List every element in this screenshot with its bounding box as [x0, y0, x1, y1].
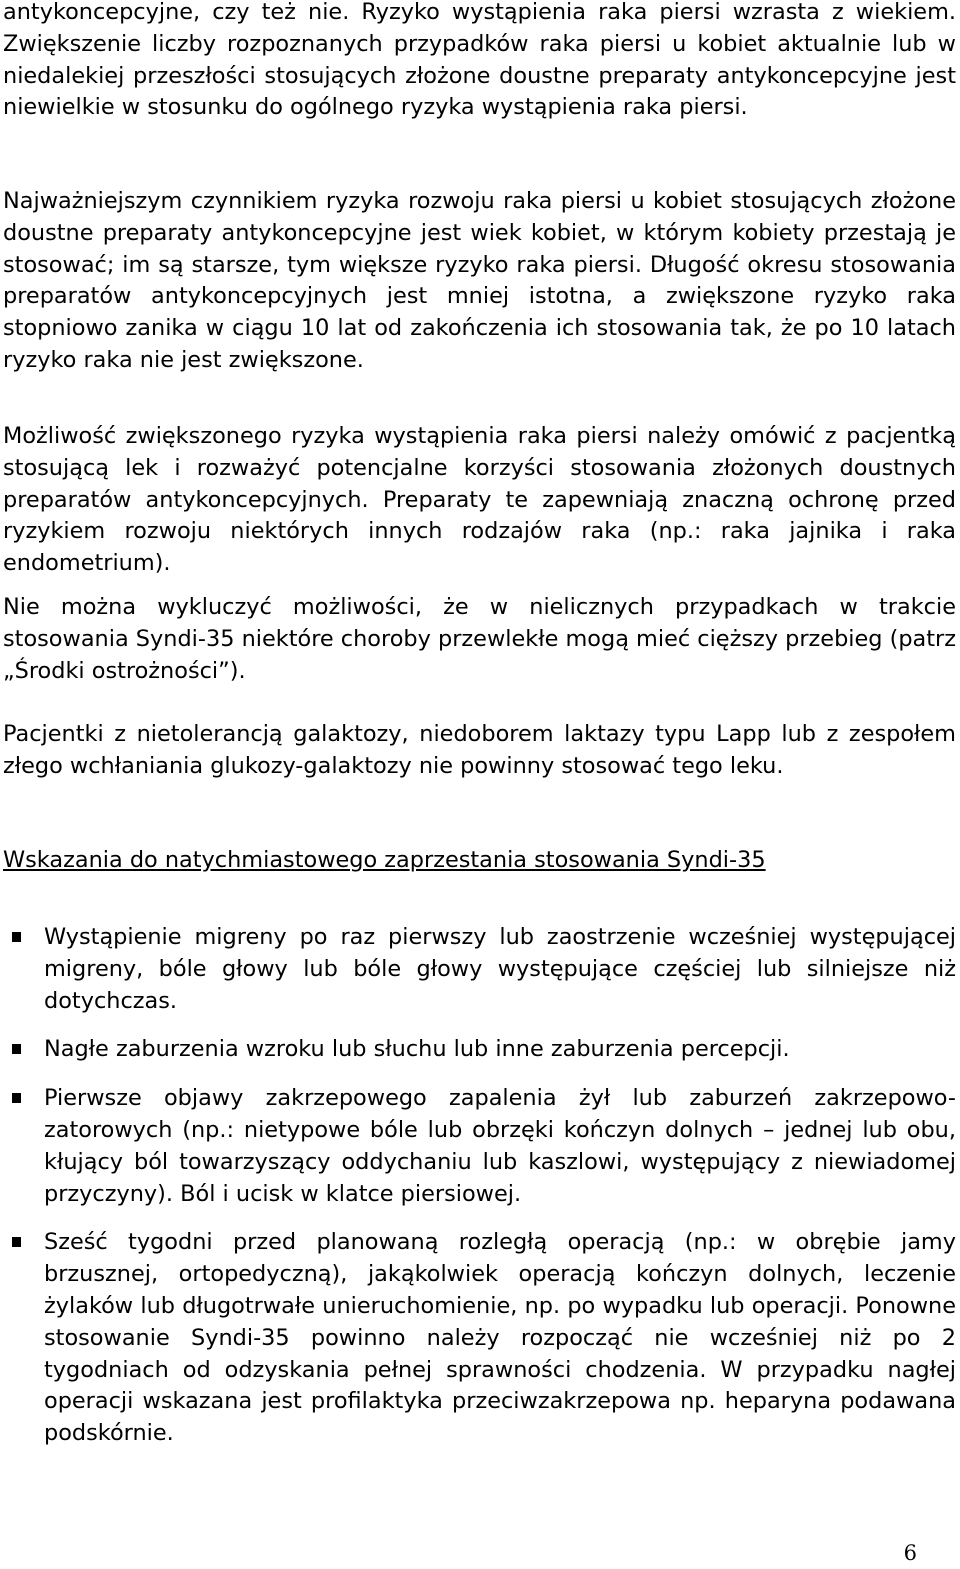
square-bullet-icon [12, 1044, 21, 1054]
list-item-text: Sześć tygodni przed planowaną rozległą operacją (np.: w obrębie jamy brzusznej, ortopedyczną), jakąkolwiek operacją kończyn dolnych, leczenie żylaków lub długotrwałe unieruchomienie, np. po wypadku lub operacji. Ponowne stosowanie Syndi-35 powinno należy rozpocząć nie wcześniej niż po 2 tygodniach od odzyskania pełnej sprawności chodzenia. W przypadku nagłej operacji wskazana jest profilaktyka przeciwzakrzepowa np. heparyna podawana podskórnie. [44, 1229, 956, 1447]
page-number: 6 [903, 1541, 917, 1565]
list-item-text: Nagłe zaburzenia wzroku lub słuchu lub inne zaburzenia percepcji. [44, 1036, 790, 1063]
paragraph-chronic-diseases: Nie można wykluczyć możliwości, że w nielicznych przypadkach w trakcie stosowania Syndi-35 niektóre choroby przewlekłe mogą mieć cięższy przebieg (patrz „Środki ostrożności”). [3, 594, 957, 684]
paragraph-discuss-risk: Możliwość zwiększonego ryzyka wystąpienia raka piersi należy omówić z pacjentką stosującą lek i rozważyć potencjalne korzyści stosowania złożonych doustnych preparatów antykoncepcyjnych. Preparaty te zapewniają znaczną ochronę przed ryzykiem rozwoju niektórych innych rodzajów raka (np.: raka jajnika i raka endometrium). [3, 423, 956, 577]
list-item [3, 1227, 956, 1450]
list-item [3, 1083, 956, 1210]
square-bullet-icon [12, 1237, 21, 1247]
paragraph-galactose-intolerance: Pacjentki z nietolerancją galaktozy, niedoborem laktazy typu Lapp lub z zespołem złego wchłaniania glukozy-galaktozy nie powinny stosować tego leku. [3, 721, 956, 779]
list-item [3, 1034, 956, 1066]
list-item-text: Pierwsze objawy zakrzepowego zapalenia żył lub zaburzeń zakrzepowo-zatorowych (np.: nietypowe bóle lub obrzęki kończyn dolnych – jednej lub obu, kłujący ból towarzyszący oddychaniu lub kaszlowi, występujący z niewiadomej przyczyny). Ból i ucisk w klatce piersiowej. [44, 1085, 956, 1207]
list-item-text: Wystąpienie migreny po raz pierwszy lub zaostrzenie wcześniej występującej migreny, bóle głowy lub bóle głowy występujące częściej lub silniejsze niż dotychczas. [44, 924, 956, 1014]
section-heading: Wskazania do natychmiastowego zaprzestania stosowania Syndi-35 [3, 847, 766, 873]
square-bullet-icon [12, 932, 21, 942]
paragraph-risk-factors: Najważniejszym czynnikiem ryzyka rozwoju raka piersi u kobiet stosujących złożone doustne preparaty antykoncepcyjne jest wiek kobiet, w którym kobiety przestają je stosować; im są starsze, tym większe ryzyko raka piersi. Długość okresu stosowania preparatów antykoncepcyjnych jest mniej istotna, a zwiększone ryzyko raka stopniowo zanika w ciągu 10 lat od zakończenia ich stosowania tak, że po 10 latach ryzyko raka nie jest zwiększone. [3, 188, 956, 373]
list-item [3, 922, 956, 1017]
square-bullet-icon [12, 1093, 21, 1103]
discontinuation-list [3, 922, 956, 1467]
paragraph-breast-cancer-age: antykoncepcyjne, czy też nie. Ryzyko wystąpienia raka piersi wzrasta z wiekiem. Zwiększenie liczby rozpoznanych przypadków raka piersi u kobiet aktualnie lub w niedalekiej przeszłości stosujących złożone doustne preparaty antykoncepcyjne jest niewielkie w stosunku do ogólnego ryzyka wystąpienia raka piersi. [3, 0, 956, 121]
